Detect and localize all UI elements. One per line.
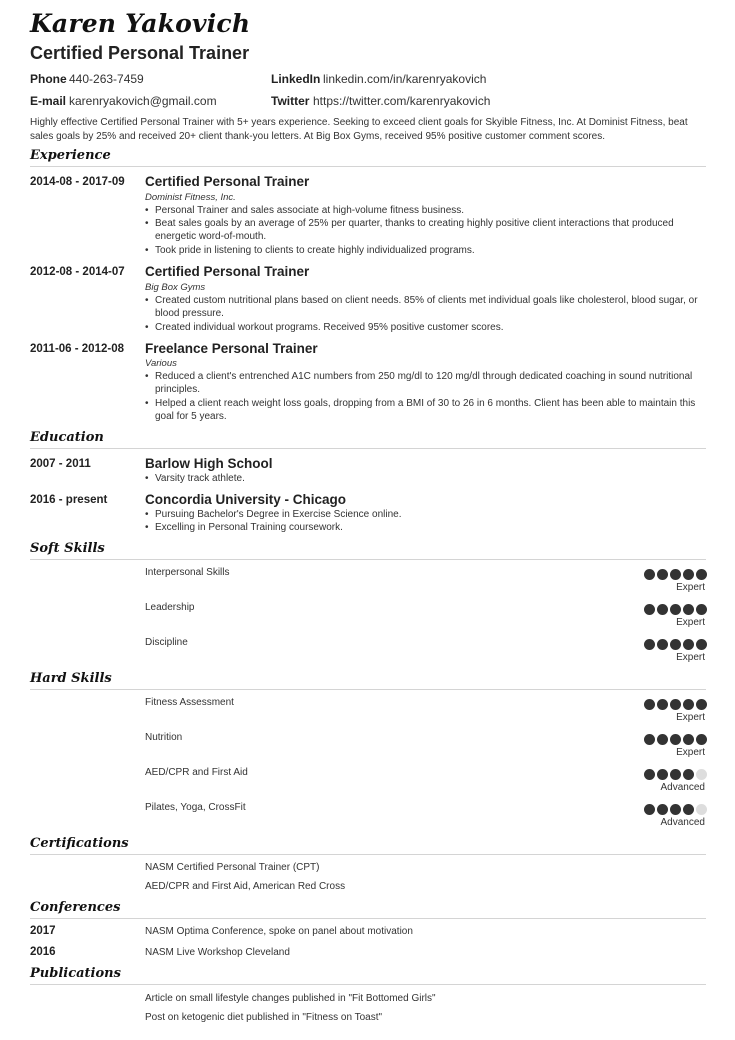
rating-dot-empty <box>696 804 707 815</box>
skill-level: Expert <box>676 747 705 758</box>
job-bullet: • Personal Trainer and sales associate at high-volume fitness business. <box>145 204 705 217</box>
soft-skills-section-header <box>30 541 706 560</box>
conferences-section-header <box>30 900 706 919</box>
skill-name: Pilates, Yoga, CrossFit <box>145 802 246 813</box>
rating-dot-filled <box>657 639 668 650</box>
publications-heading: Publications <box>30 966 121 981</box>
linkedin-label: LinkedIn <box>271 72 321 86</box>
rating-dot-filled <box>696 569 707 580</box>
job-title: Freelance Personal Trainer <box>145 341 318 356</box>
job-bullet: • Created individual workout programs. Received 95% positive customer scores. <box>145 321 705 334</box>
rating-dot-filled <box>683 604 694 615</box>
rating-dot-filled <box>657 804 668 815</box>
linkedin-link[interactable]: linkedin.com/in/karenryakovich <box>323 72 487 86</box>
conference-item: NASM Live Workshop Cleveland <box>145 947 290 958</box>
rating-dot-filled <box>670 569 681 580</box>
email-value[interactable]: karenryakovich@gmail.com <box>69 94 217 108</box>
rating-dot-filled <box>657 769 668 780</box>
summary-text: Highly effective Certified Personal Trainer with 5+ years experience. Seeking to exceed client goals for Skyible Fitness, Inc. At Dominist Fitness, beat sales goals by 25% and received 20+ client thank-you letters. At Big Box Gyms, received 95% positive customer comment scores. <box>30 117 688 142</box>
rating-dot-empty <box>696 769 707 780</box>
twitter-label: Twitter <box>271 94 310 108</box>
rating-dot-filled <box>696 639 707 650</box>
soft-skills-heading: Soft Skills <box>30 541 105 556</box>
skill-level: Expert <box>676 617 705 628</box>
skill-rating <box>644 604 707 615</box>
conference-item: NASM Optima Conference, spoke on panel about motivation <box>145 926 413 937</box>
skill-name: Leadership <box>145 602 195 613</box>
education-bullet: • Varsity track athlete. <box>145 472 705 485</box>
publication-item: Post on ketogenic diet published in "Fitness on Toast" <box>145 1012 383 1023</box>
skill-name: AED/CPR and First Aid <box>145 767 248 778</box>
rating-dot-filled <box>670 734 681 745</box>
skill-level: Expert <box>676 652 705 663</box>
experience-heading: Experience <box>30 148 111 163</box>
rating-dot-filled <box>683 804 694 815</box>
rating-dot-filled <box>683 734 694 745</box>
school-name: Concordia University - Chicago <box>145 492 347 507</box>
job-title: Certified Personal Trainer <box>145 264 310 279</box>
education-dates: 2007 - 2011 <box>30 458 91 470</box>
job-bullet: • Beat sales goals by an average of 25% per quarter, thanks to creating highly positive client interactions that produced energetic word-of-mouth. <box>145 217 705 243</box>
conference-year: 2016 <box>30 946 56 958</box>
job-bullet: • Created custom nutritional plans based on client needs. 85% of clients met individual goals like cholesterol, blood sugar, or blood pressure. <box>145 294 705 320</box>
job-company: Big Box Gyms <box>145 282 206 293</box>
rating-dot-filled <box>683 569 694 580</box>
rating-dot-filled <box>657 569 668 580</box>
publications-section-header <box>30 966 706 985</box>
twitter-link[interactable]: https://twitter.com/karenryakovich <box>313 94 491 108</box>
skill-name: Discipline <box>145 637 188 648</box>
rating-dot-filled <box>683 769 694 780</box>
rating-dot-filled <box>670 604 681 615</box>
rating-dot-filled <box>644 604 655 615</box>
rating-dot-filled <box>670 804 681 815</box>
rating-dot-filled <box>670 639 681 650</box>
rating-dot-filled <box>696 734 707 745</box>
rating-dot-filled <box>696 604 707 615</box>
phone-value: 440-263-7459 <box>69 72 144 86</box>
school-name: Barlow High School <box>145 456 273 471</box>
skill-rating <box>644 699 707 710</box>
hard-skills-section-header <box>30 671 706 690</box>
job-bullet: • Took pride in listening to clients to create highly individualized programs. <box>145 244 705 257</box>
rating-dot-filled <box>657 699 668 710</box>
job-bullet: • Reduced a client's entrenched A1C numbers from 250 mg/dl to 120 mg/dl through dedicated coaching in sound nutritional principles. <box>145 370 705 396</box>
skill-rating <box>644 804 707 815</box>
job-dates: 2012-08 - 2014-07 <box>30 266 125 278</box>
rating-dot-filled <box>657 734 668 745</box>
skill-name: Fitness Assessment <box>145 697 234 708</box>
rating-dot-filled <box>683 639 694 650</box>
job-dates: 2014-08 - 2017-09 <box>30 176 125 188</box>
job-company: Various <box>145 358 177 369</box>
conferences-heading: Conferences <box>30 900 121 915</box>
job-title: Certified Personal Trainer <box>145 174 310 189</box>
phone-label: Phone <box>30 72 67 86</box>
skill-rating <box>644 569 707 580</box>
hard-skills-heading: Hard Skills <box>30 671 112 686</box>
education-bullet: • Pursuing Bachelor's Degree in Exercise Science online. <box>145 508 705 521</box>
rating-dot-filled <box>670 769 681 780</box>
job-company: Dominist Fitness, Inc. <box>145 192 236 203</box>
education-section-header <box>30 430 706 449</box>
skill-level: Advanced <box>660 817 705 828</box>
certifications-section-header <box>30 836 706 855</box>
conference-year: 2017 <box>30 925 56 937</box>
skill-name: Nutrition <box>145 732 183 743</box>
rating-dot-filled <box>644 804 655 815</box>
education-bullet: • Excelling in Personal Training coursework. <box>145 521 705 534</box>
rating-dot-filled <box>696 699 707 710</box>
rating-dot-filled <box>670 699 681 710</box>
job-dates: 2011-06 - 2012-08 <box>30 343 124 355</box>
email-label: E-mail <box>30 94 67 108</box>
rating-dot-filled <box>657 604 668 615</box>
skill-rating <box>644 769 707 780</box>
experience-section-header <box>30 148 706 167</box>
rating-dot-filled <box>644 639 655 650</box>
certifications-heading: Certifications <box>30 836 129 851</box>
certification-item: AED/CPR and First Aid, American Red Cross <box>145 881 346 892</box>
education-heading: Education <box>30 430 104 445</box>
candidate-name: Karen Yakovich <box>30 9 251 38</box>
rating-dot-filled <box>644 769 655 780</box>
education-dates: 2016 - present <box>30 494 108 506</box>
job-bullet: • Helped a client reach weight loss goals, dropping from a BMI of 30 to 26 in 6 months. Client has been able to maintain this goal for 5 years. <box>145 397 705 423</box>
skill-level: Expert <box>676 712 705 723</box>
publication-item: Article on small lifestyle changes published in "Fit Bottomed Girls" <box>145 993 436 1004</box>
candidate-title: Certified Personal Trainer <box>30 43 250 63</box>
rating-dot-filled <box>644 569 655 580</box>
rating-dot-filled <box>683 699 694 710</box>
skill-rating <box>644 639 707 650</box>
skill-rating <box>644 734 707 745</box>
skill-name: Interpersonal Skills <box>145 567 230 578</box>
skill-level: Expert <box>676 582 705 593</box>
certification-item: NASM Certified Personal Trainer (CPT) <box>145 862 320 873</box>
skill-level: Advanced <box>660 782 705 793</box>
rating-dot-filled <box>644 734 655 745</box>
rating-dot-filled <box>644 699 655 710</box>
